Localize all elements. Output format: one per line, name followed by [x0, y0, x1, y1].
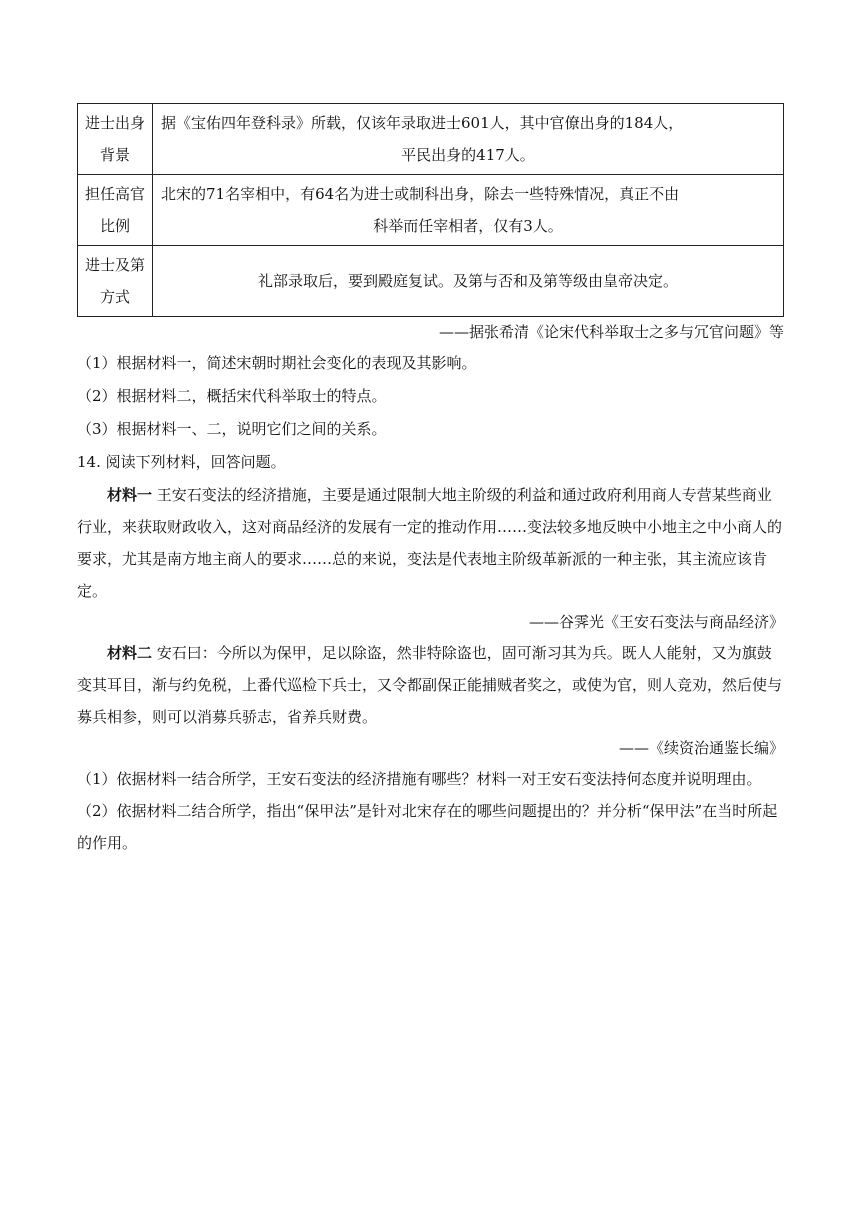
- row-content-line: 据《宝佑四年登科录》所载，仅该年录取进士601人，其中官僚出身的184人，: [161, 114, 684, 132]
- material-source: ——谷霁光《王安石变法与商品经济》: [528, 613, 784, 631]
- material-label: 材料一: [107, 486, 153, 504]
- material-text: 安石曰：今所以为保甲，足以除盗，然非特除盗也，固可渐习其为兵。既人人能射，又为旗鼓变其耳目，渐与约免税，上番代巡检下兵士，又令都副保正能捕贼者奖之，或使为官，则人竞劝，然后使与募兵相参，则可以消募兵骄志，省养兵财费。: [77, 644, 783, 726]
- row-header: 担任高官比例: [78, 175, 153, 246]
- question-item: （1）依据材料一结合所学，王安石变法的经济措施有哪些？材料一对王安石变法持何态度并说明理由。: [77, 770, 762, 788]
- row-content-line: 平民出身的417人。: [401, 146, 535, 164]
- table-row: [78, 104, 784, 175]
- material-label: 材料二: [107, 644, 153, 662]
- row-header: 进士及第方式: [78, 246, 153, 317]
- row-header: 进士出身背景: [78, 104, 153, 175]
- row-content: [153, 246, 784, 317]
- table-row: [78, 175, 784, 246]
- table-source: ——据张希清《论宋代科举取士之多与冗官问题》等: [438, 323, 784, 341]
- question-item: （2）依据材料二结合所学，指出“保甲法”是针对北宋存在的哪些问题提出的？并分析“保甲法”在当时所起的作用。: [77, 802, 778, 852]
- row-content-line: 北宋的71名宰相中，有64名为进士或制科出身，除去一些特殊情况，真正不由: [161, 185, 680, 203]
- question-item: （3）根据材料一、二，说明它们之间的关系。: [77, 420, 387, 438]
- row-content: [153, 175, 784, 246]
- row-content-line: 科举而任宰相者，仅有3人。: [373, 217, 563, 235]
- data-table: [77, 103, 784, 317]
- row-content: [153, 104, 784, 175]
- question-item: （1）根据材料一，简述宋朝时期社会变化的表现及其影响。: [77, 354, 477, 372]
- material-two: [77, 637, 784, 733]
- document-page: [77, 103, 784, 859]
- question-title: 14. 阅读下列材料，回答问题。: [77, 453, 286, 471]
- table-row: [78, 246, 784, 317]
- material-source: ——《续资治通鉴长编》: [618, 739, 784, 757]
- row-content-line: 礼部录取后，要到殿庭复试。及第与否和及第等级由皇帝决定。: [257, 272, 678, 290]
- question-item: （2）根据材料二，概括宋代科举取士的特点。: [77, 387, 387, 405]
- material-text: 王安石变法的经济措施，主要是通过限制大地主阶级的利益和通过政府利用商人专营某些商业行业，来获取财政收入，这对商品经济的发展有一定的推动作用……变法较多地反映中小地主之中小商人的要求，尤其是南方地主商人的要求……总的来说，变法是代表地主阶级革新派的一种主张，其主流应该肯定。: [77, 486, 783, 600]
- material-one: [77, 479, 784, 607]
